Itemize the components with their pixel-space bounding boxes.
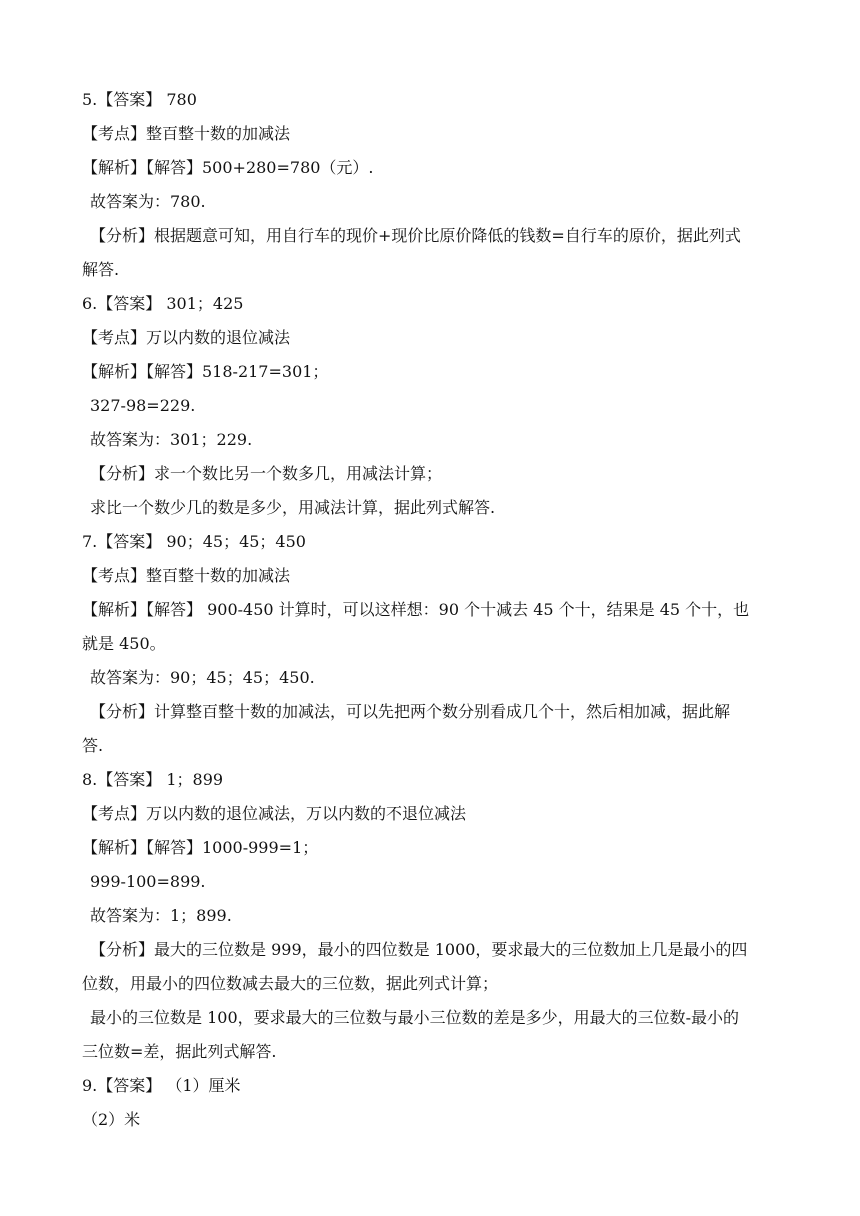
answer-8-result: 故答案为：1；899. <box>90 906 232 925</box>
answer-8-topic: 【考点】万以内数的退位减法，万以内数的不退位减法 <box>82 804 467 823</box>
answer-5-result: 故答案为：780. <box>90 192 206 211</box>
answer-7-solution-cont: 就是 450。 <box>82 634 166 653</box>
answer-6-solution: 【解析】【解答】518-217=301； <box>82 362 329 381</box>
answer-8-heading: 8.【答案】 1；899 <box>82 770 224 789</box>
answer-7-solution: 【解析】【解答】 900-450 计算时，可以这样想：90 个十减去 45 个十，结果是 45 个十，也 <box>82 600 750 619</box>
answer-8-analysis-cont-1: 位数，用最小的四位数减去最大的三位数，据此列式计算； <box>82 974 499 993</box>
answer-8-analysis: 【分析】最大的三位数是 999，最小的四位数是 1000，要求最大的三位数加上几是最小的四 <box>90 940 748 959</box>
answer-8-solution-cont: 999-100=899. <box>90 872 206 891</box>
answer-5-heading: 5.【答案】 780 <box>82 90 197 109</box>
answer-9-part-2: （2）米 <box>82 1110 141 1129</box>
answer-8-analysis-cont-3: 三位数=差，据此列式解答. <box>82 1042 277 1061</box>
answer-6-analysis: 【分析】求一个数比另一个数多几，用减法计算； <box>90 464 443 483</box>
answer-6-topic: 【考点】万以内数的退位减法 <box>82 328 291 347</box>
answer-7-topic: 【考点】整百整十数的加减法 <box>82 566 291 585</box>
answer-8-analysis-cont-2: 最小的三位数是 100，要求最大的三位数与最小三位数的差是多少，用最大的三位数-最小的 <box>90 1008 740 1027</box>
answer-6-analysis-cont: 求比一个数少几的数是多少，用减法计算，据此列式解答. <box>90 498 496 517</box>
answer-6-result: 故答案为：301；229. <box>90 430 253 449</box>
answer-7-analysis: 【分析】计算整百整十数的加减法，可以先把两个数分别看成几个十，然后相加减，据此解 <box>90 702 731 721</box>
answer-5-topic: 【考点】整百整十数的加减法 <box>82 124 291 143</box>
answer-6-heading: 6.【答案】 301；425 <box>82 294 244 313</box>
answer-6-solution-cont: 327-98=229. <box>90 396 196 415</box>
answer-7-result: 故答案为：90；45；45；450. <box>90 668 315 687</box>
answer-5-analysis: 【分析】根据题意可知，用自行车的现价+现价比原价降低的钱数=自行车的原价，据此列式 <box>90 226 741 245</box>
answer-5-analysis-cont: 解答. <box>82 260 120 279</box>
answer-8-solution: 【解析】【解答】1000-999=1； <box>82 838 319 857</box>
answer-7-heading: 7.【答案】 90；45；45；450 <box>82 532 306 551</box>
answer-7-analysis-cont: 答. <box>82 736 104 755</box>
answer-9-heading: 9.【答案】 （1）厘米 <box>82 1076 241 1095</box>
answer-5-solution: 【解析】【解答】500+280=780（元）. <box>82 158 374 177</box>
